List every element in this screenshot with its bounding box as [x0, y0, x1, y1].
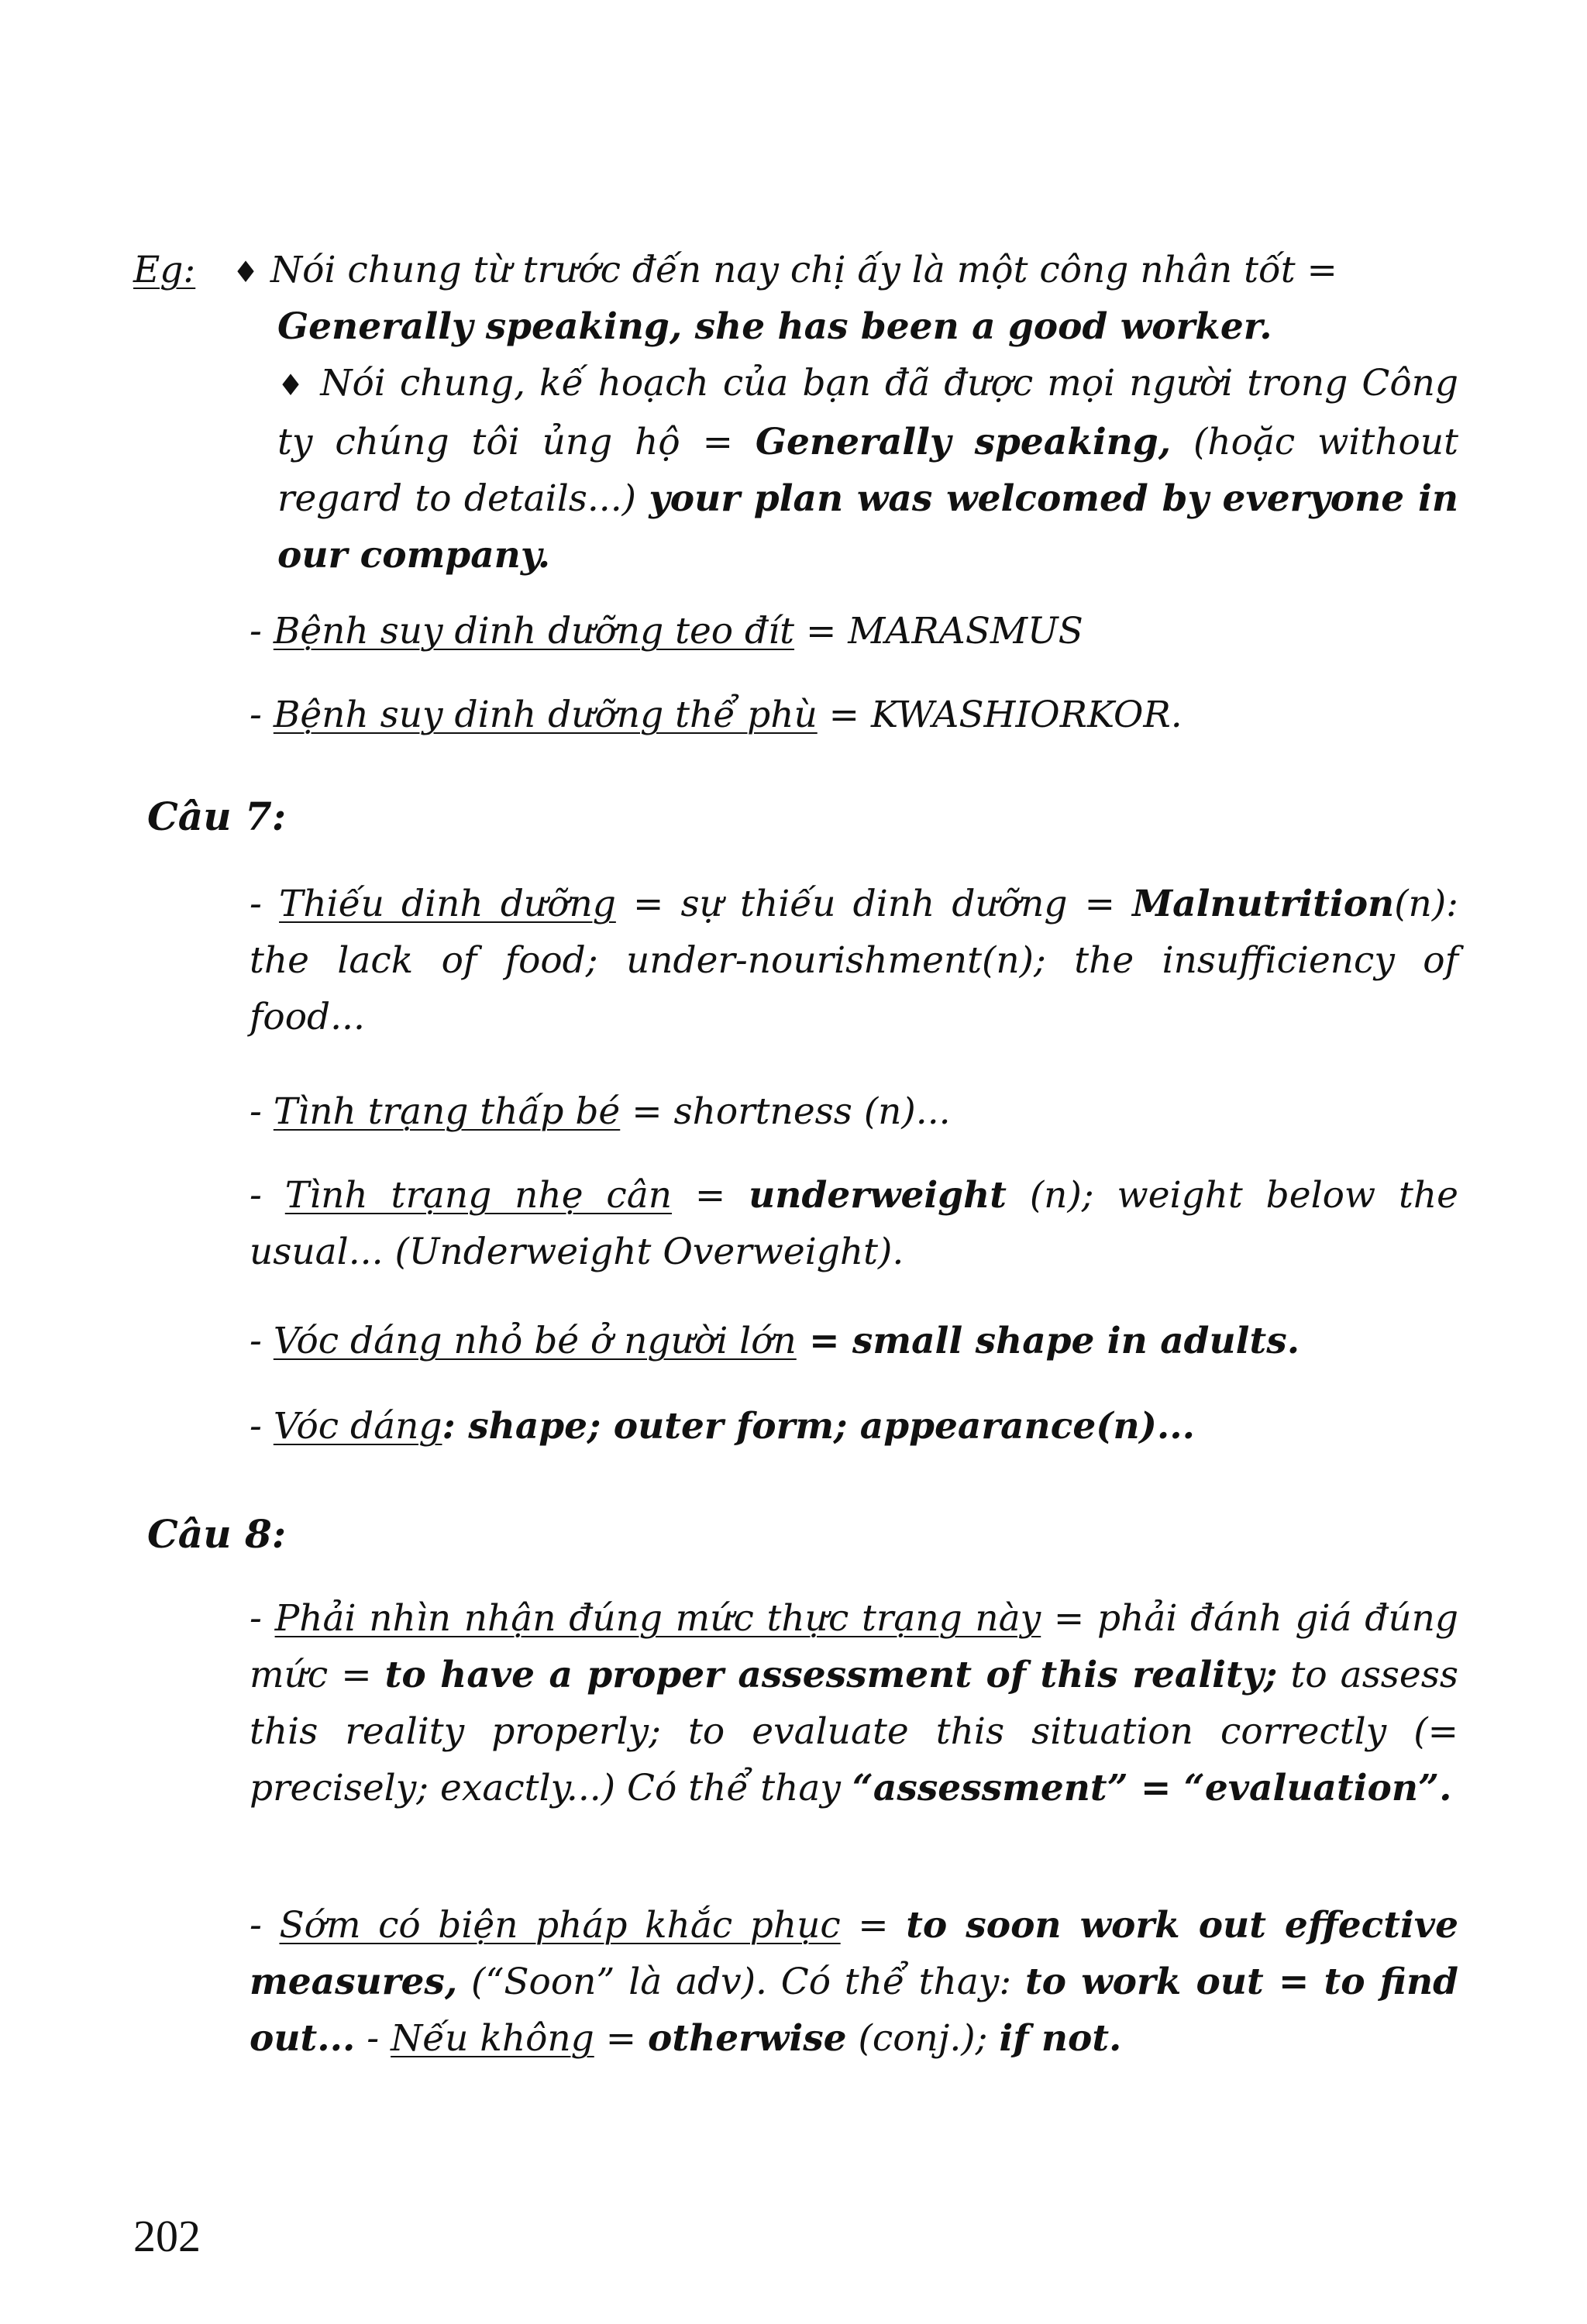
cau-8-heading: Câu 8: — [147, 1511, 287, 1557]
term-vi: Tình trạng nhẹ cân — [284, 1174, 672, 1217]
diamond-bullet-icon: ♦ — [277, 368, 307, 402]
term-vi: Vóc dáng nhỏ bé ở người lớn — [273, 1320, 797, 1362]
example-2-english-2: your plan was welcomed by everyone in our company. — [277, 477, 1458, 577]
example-2-vietnamese: Nói chung, kế hoạch của bạn đã được mọi người trong Công ty chúng tôi ủng hộ = — [277, 362, 1458, 463]
example-item-1-english: Generally speaking, she has been a good worker. — [277, 305, 1272, 348]
term-vi: Bệnh suy dinh dưỡng thể phù — [273, 694, 818, 736]
example-label — [133, 242, 195, 298]
term-vi: Thiếu dinh dưỡng — [279, 883, 616, 925]
example-2-english-1: Generally speaking, — [755, 421, 1172, 463]
term-vi: Bệnh suy dinh dưỡng teo đít — [273, 610, 795, 652]
diamond-bullet-icon: ♦ — [232, 255, 260, 289]
cau-7-heading: Câu 7: — [147, 794, 287, 839]
cau7-entry-underweight: - Tình trạng nhẹ cân = underweight (n); weight below the usual... (Underweight Overweight). — [250, 1174, 1458, 1273]
example-2-parenthetical: (hoặc without regard to details...) — [277, 421, 1459, 520]
page-number: 202 — [133, 2211, 201, 2261]
cau7-entry-small-shape: - Vóc dáng nhỏ bé ở người lớn = small shape in adults. — [250, 1320, 1300, 1362]
term-vi: Tình trạng thấp bé — [273, 1090, 621, 1133]
term-vi: Phải nhìn nhận đúng mức thực trạng này — [274, 1597, 1041, 1640]
term-marasmus: - Bệnh suy dinh dưỡng teo đít = MARASMUS — [250, 610, 1083, 652]
example-item-1 — [232, 242, 1458, 301]
cau7-entry-shortness: - Tình trạng thấp bé = shortness (n)... — [250, 1090, 951, 1133]
example-item-2 — [277, 355, 1458, 584]
term-vi: Vóc dáng — [273, 1405, 442, 1448]
example-1-vietnamese: Nói chung từ trước đến nay chị ấy là một công nhân tốt = — [270, 249, 1337, 291]
cau7-entry-shape: - Vóc dáng: shape; outer form; appearance(n)... — [250, 1405, 1195, 1448]
cau8-entry-assessment: - Phải nhìn nhận đúng mức thực trạng này = phải đánh giá đúng mức = to have a proper assessment of this reality; to assess this reality properly; to evaluate this situation correctly (= precisely; exactly...) Có thể thay “assessment” = “evaluation”. — [250, 1597, 1458, 1809]
term-vi: Sớm có biện pháp khắc phục — [279, 1904, 841, 1947]
term-vi: Nếu không — [391, 2017, 594, 2060]
eg-label: Eg: — [133, 249, 196, 291]
cau8-entry-measures: - Sớm có biện pháp khắc phục = to soon work out effective measures, (“Soon” là adv). Có thể thay: to work out = to find out... - Nếu không = otherwise (conj.); if not. — [250, 1904, 1459, 2060]
term-kwashiorkor: - Bệnh suy dinh dưỡng thể phù = KWASHIORKOR. — [250, 694, 1183, 736]
cau7-entry-malnutrition: - Thiếu dinh dưỡng = sự thiếu dinh dưỡng = Malnutrition(n): the lack of food; under-nourishment(n); the insufficiency of food... — [250, 883, 1458, 1038]
